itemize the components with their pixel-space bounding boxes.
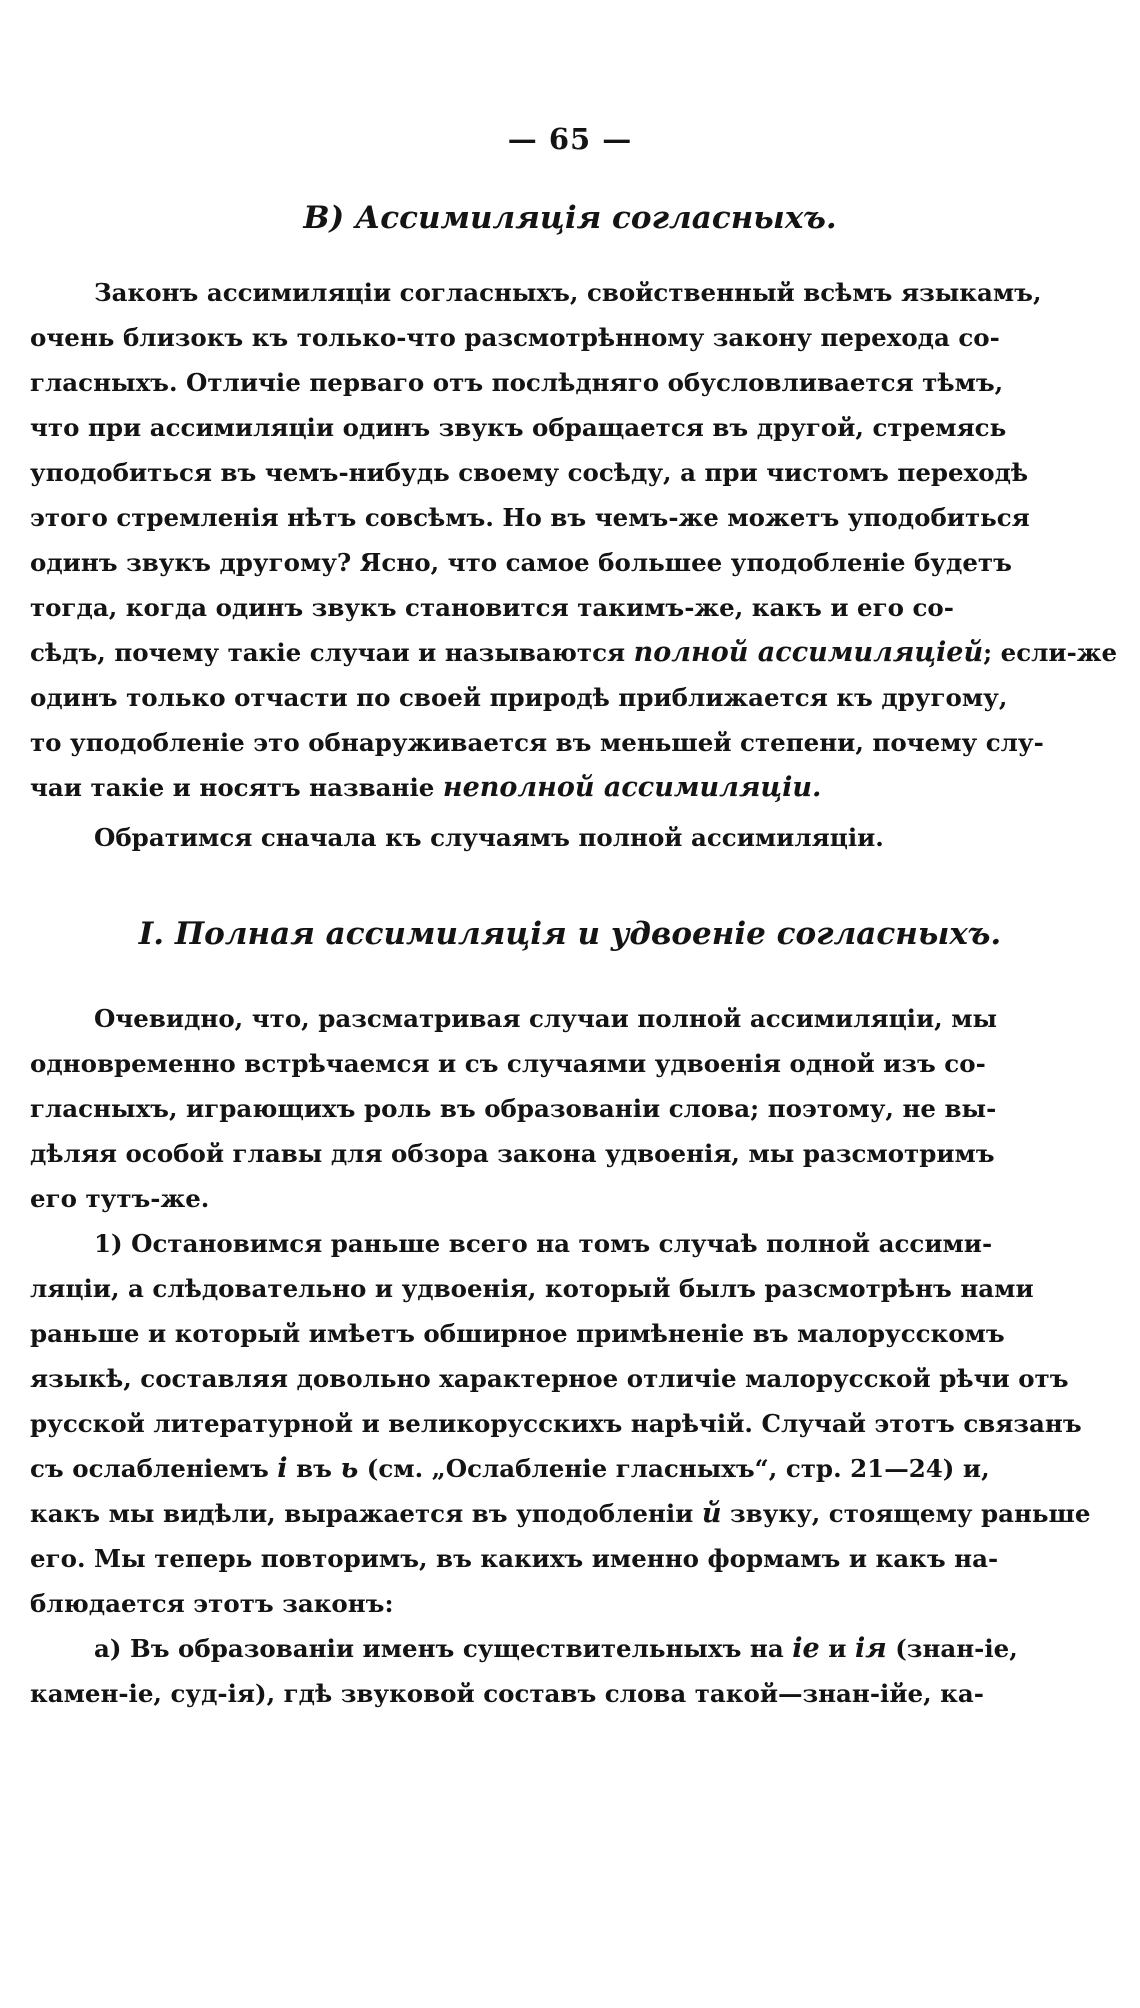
letter-short-i: й bbox=[701, 1498, 722, 1529]
term-partial-assimilation: неполной ассимиляціи. bbox=[442, 772, 822, 803]
paragraph-turn-to-full-text bbox=[30, 815, 920, 860]
letter-soft-sign: ь bbox=[340, 1453, 359, 1484]
suffix-ia: ія bbox=[854, 1633, 887, 1664]
text-run: съ ослабленіемъ bbox=[30, 1454, 269, 1483]
text-line: очень близокъ къ только-что разсмотрѣнному закону перехода со- bbox=[30, 323, 1000, 352]
paragraph-assimilation-intro bbox=[30, 270, 1118, 810]
text-run: и bbox=[828, 1634, 847, 1663]
section-heading-b: В) Ассимиляція согласныхъ. bbox=[303, 200, 837, 236]
text-line: дѣляя особой главы для обзора закона удвоенія, мы разсмотримъ bbox=[30, 1139, 995, 1168]
text-run: чаи такіе и носятъ названіе bbox=[30, 773, 435, 802]
text-run: (знан-іе, bbox=[895, 1634, 1018, 1663]
paragraph-doubling-intro bbox=[30, 996, 998, 1221]
text-line: ляціи, а слѣдовательно и удвоенія, который былъ разсмотрѣнъ нами bbox=[30, 1274, 1034, 1303]
term-full-assimilation: полной ассимиляціей bbox=[633, 637, 984, 668]
text-run: ; если-же bbox=[983, 638, 1118, 667]
text-line: его тутъ-же. bbox=[30, 1184, 210, 1213]
text-run: а) Въ образованіи именъ существительныхъ на bbox=[94, 1634, 784, 1663]
text-run: (см. „Ослабленіе гласныхъ“, стр. 21—24) и, bbox=[366, 1454, 990, 1483]
text-line: русской литературной и великорусскихъ нарѣчій. Случай этотъ связанъ bbox=[30, 1409, 1082, 1438]
text-line bbox=[30, 630, 1118, 675]
paragraph-point-1 bbox=[30, 1221, 1091, 1626]
text-line: его. Мы теперь повторимъ, въ какихъ именно формамъ и какъ на- bbox=[30, 1544, 999, 1573]
text-line: Законъ ассимиляціи согласныхъ, свойственный всѣмъ языкамъ, bbox=[94, 278, 1042, 307]
text-line: одновременно встрѣчаемся и съ случаями удвоенія одной изъ со- bbox=[30, 1049, 986, 1078]
section-heading-1: I. Полная ассимиляція и удвоеніе согласныхъ. bbox=[138, 916, 1002, 952]
text-line: тогда, когда одинъ звукъ становится такимъ-же, какъ и его со- bbox=[30, 593, 954, 622]
text-run: въ bbox=[296, 1454, 332, 1483]
text-run: какъ мы видѣли, выражается въ уподобленіи bbox=[30, 1499, 694, 1528]
text-line: то уподобленіе это обнаруживается въ меньшей степени, почему слу- bbox=[30, 728, 1044, 757]
page-number: — 65 — bbox=[507, 122, 633, 156]
suffix-ie: іе bbox=[792, 1633, 820, 1664]
letter-i: і bbox=[277, 1453, 288, 1484]
text-line: камен-іе, суд-ія), гдѣ звуковой составъ слова такой—знан-ійе, ка- bbox=[30, 1679, 984, 1708]
text-line: этого стремленія нѣтъ совсѣмъ. Но въ чемъ-же можетъ уподобиться bbox=[30, 503, 1030, 532]
text-line: одинъ только отчасти по своей природѣ приближается къ другому, bbox=[30, 683, 1008, 712]
text-line bbox=[30, 765, 920, 810]
text-line bbox=[30, 1446, 990, 1491]
text-line: что при ассимиляціи одинъ звукъ обращается въ другой, стремясь bbox=[30, 413, 1007, 442]
text-line: Обратимся сначала къ случаямъ полной ассимиляціи. bbox=[94, 823, 884, 852]
text-line: гласныхъ, играющихъ роль въ образованіи слова; поэтому, не вы- bbox=[30, 1094, 997, 1123]
text-line bbox=[30, 1626, 1018, 1671]
text-line: языкѣ, составляя довольно характерное отличіе малорусской рѣчи отъ bbox=[30, 1364, 1069, 1393]
paragraph-point-a bbox=[30, 1626, 1018, 1716]
text-line: 1) Остановимся раньше всего на томъ случаѣ полной ассими- bbox=[94, 1229, 993, 1258]
text-run: сѣдъ, почему такіе случаи и называются bbox=[30, 638, 626, 667]
text-line: Очевидно, что, разсматривая случаи полной ассимиляціи, мы bbox=[94, 1004, 998, 1033]
text-line: гласныхъ. Отличіе перваго отъ послѣдняго обусловливается тѣмъ, bbox=[30, 368, 1004, 397]
text-run: звуку, стоящему раньше bbox=[730, 1499, 1091, 1528]
text-line: уподобиться въ чемъ-нибудь своему сосѣду, а при чистомъ переходѣ bbox=[30, 458, 1029, 487]
text-line: раньше и который имѣетъ обширное примѣненіе въ малорусскомъ bbox=[30, 1319, 1005, 1348]
text-line bbox=[30, 1491, 1091, 1536]
text-line: блюдается этотъ законъ: bbox=[30, 1589, 394, 1618]
text-line: одинъ звукъ другому? Ясно, что самое большее уподобленіе будетъ bbox=[30, 548, 1012, 577]
